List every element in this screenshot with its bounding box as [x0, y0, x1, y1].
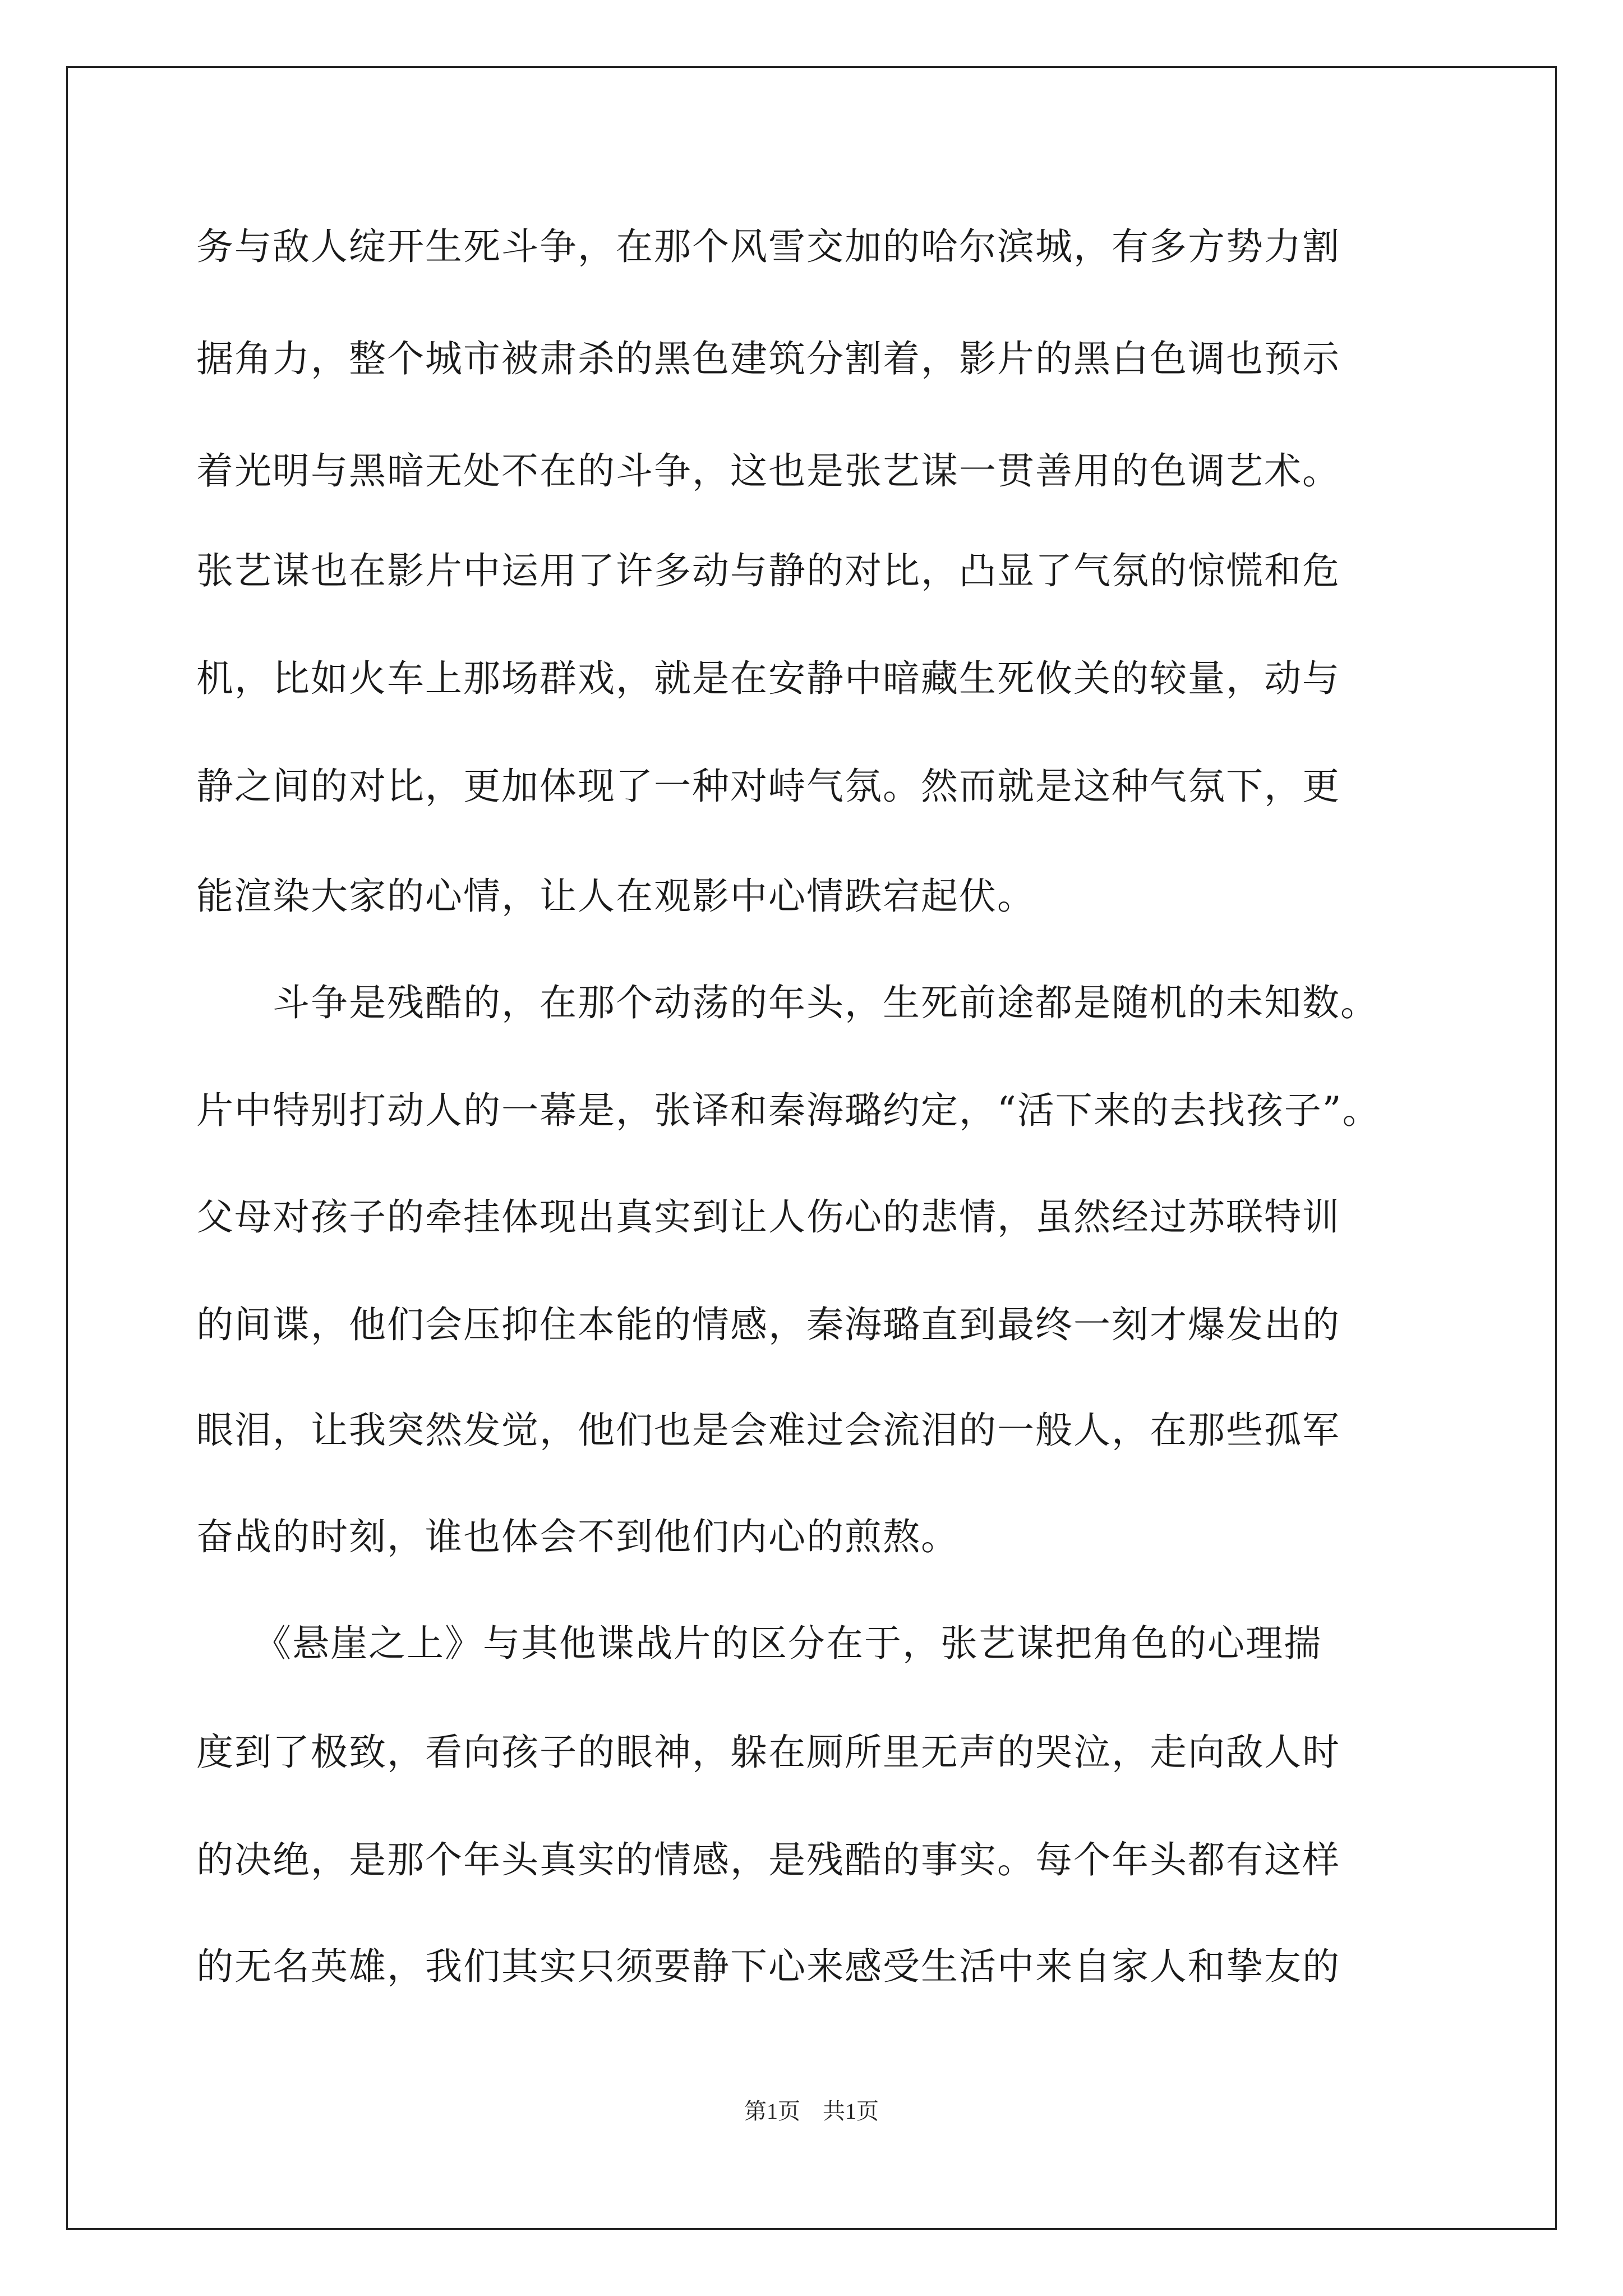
text-line: 的间谍，他们会压抑住本能的情感，秦海璐直到最终一刻才爆发出的 [196, 1303, 1340, 1346]
text-line: 眼泪，让我突然发觉，他们也是会难过会流泪的一般人，在那些孤军 [196, 1409, 1340, 1452]
text-line: 据角力，整个城市被肃杀的黑色建筑分割着，影片的黑白色调也预示 [196, 337, 1340, 380]
text-line: 能渲染大家的心情，让人在观影中心情跌宕起伏。 [196, 875, 1035, 918]
text-line: 张艺谋也在影片中运用了许多动与静的对比，凸显了气氛的惊慌和危 [196, 549, 1340, 592]
page-number-footer: 第1页 共1页 [744, 2099, 879, 2124]
text-line: 静之间的对比，更加体现了一种对峙气氛。然而就是这种气氛下，更 [196, 765, 1340, 808]
text-line: 《悬崖之上》与其他谍战片的区分在于，张艺谋把角色的心理揣 [196, 1622, 1322, 1665]
text-line: 片中特别打动人的一幕是，张译和秦海璐约定，“活下来的去找孩子”。 [196, 1089, 1381, 1132]
page-border [66, 66, 1557, 2230]
text-line: 奋战的时刻，谁也体会不到他们内心的煎熬。 [196, 1515, 959, 1558]
text-line: 着光明与黑暗无处不在的斗争，这也是张艺谋一贯善用的色调艺术。 [196, 449, 1340, 493]
text-line: 机，比如火车上那场群戏，就是在安静中暗藏生死攸关的较量，动与 [196, 657, 1340, 700]
text-line: 务与敌人绽开生死斗争，在那个风雪交加的哈尔滨城，有多方势力割 [196, 225, 1340, 268]
text-line: 的无名英雄，我们其实只须要静下心来感受生活中来自家人和挚友的 [196, 1945, 1340, 1988]
text-line: 父母对孩子的牵挂体现出真实到让人伤心的悲情，虽然经过苏联特训 [196, 1195, 1340, 1239]
text-line: 度到了极致，看向孩子的眼神，躲在厕所里无声的哭泣，走向敌人时 [196, 1731, 1340, 1774]
text-line: 斗争是残酷的，在那个动荡的年头，生死前途都是随机的未知数。 [196, 981, 1378, 1024]
text-line: 的决绝，是那个年头真实的情感，是残酷的事实。每个年头都有这样 [196, 1838, 1340, 1881]
